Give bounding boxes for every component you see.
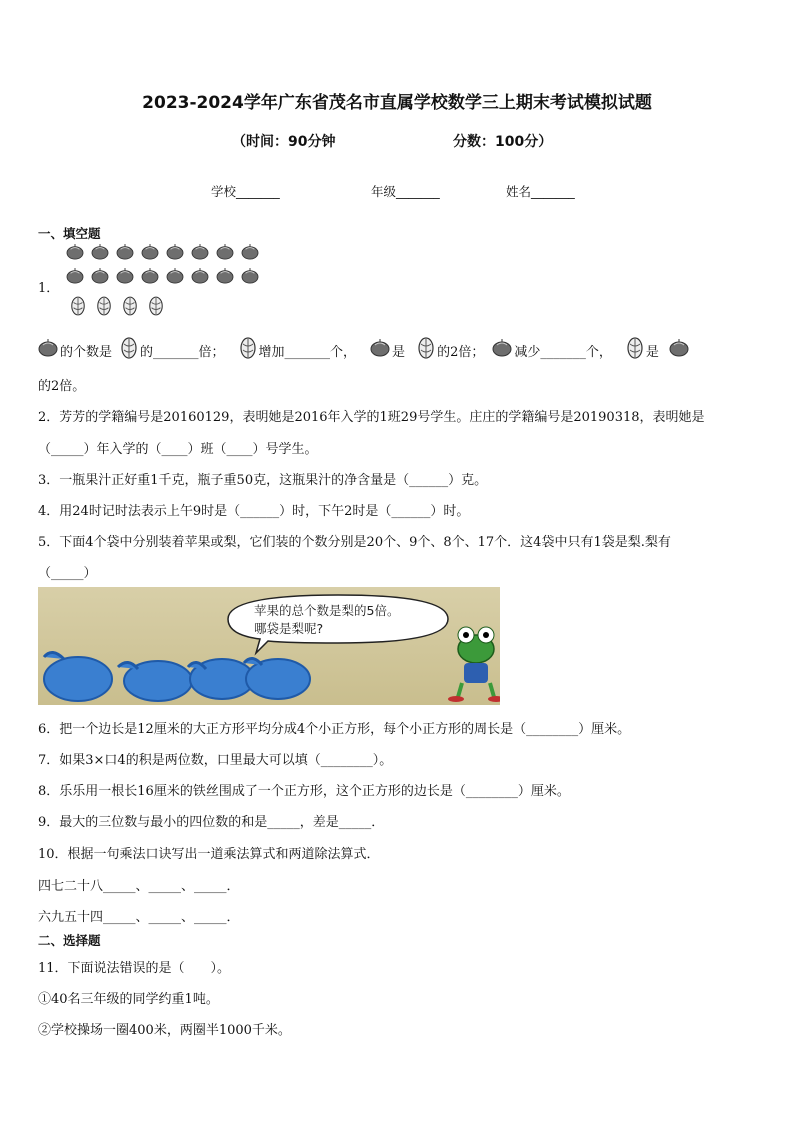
question-2-line-2: （_____）年入学的（____）班（____）号学生。 bbox=[38, 442, 318, 457]
question-8: 8．乐乐用一根长16厘米的铁丝围成了一个正方形，这个正方形的边长是（________）厘米。 bbox=[38, 784, 570, 799]
walnut-icon bbox=[626, 336, 644, 364]
speech-bubble-line-1: 苹果的总个数是梨的5倍。 bbox=[254, 603, 400, 618]
question-7: 7．如果3×口4的积是两位数，口里最大可以填（________）。 bbox=[38, 753, 393, 768]
question-number: 1． bbox=[38, 281, 60, 296]
question-11: 11．下面说法错误的是（ ）。 bbox=[38, 961, 231, 976]
question-10-a: 四七二十八_____、_____、_____． bbox=[38, 879, 240, 894]
garlic-icon bbox=[91, 268, 109, 288]
q1-text-c: 增加_______个， bbox=[258, 344, 357, 360]
garlic-icon bbox=[191, 244, 209, 264]
bags-picture bbox=[38, 587, 500, 705]
garlic-icon bbox=[216, 244, 234, 264]
question-5-line-1: 5．下面4个袋中分别装着苹果或梨，它们装的个数分别是20个、9个、8个、17个．这4袋中只有1袋是梨.梨有 bbox=[38, 535, 671, 550]
garlic-icon bbox=[669, 339, 689, 361]
question-5-line-2: （_____） bbox=[38, 566, 97, 581]
garlic-icon bbox=[216, 268, 234, 288]
q1-text-g: 是 bbox=[645, 344, 659, 360]
frog-icon bbox=[448, 627, 500, 702]
q1-text-d: 是 bbox=[392, 344, 406, 360]
q1-line bbox=[38, 336, 758, 364]
question-11-option-1: ①40名三年级的同学约重1吨。 bbox=[38, 992, 219, 1007]
walnut-icon bbox=[70, 294, 86, 322]
question-4: 4．用24时记时法表示上午9时是（______）时，下午2时是（______）时。 bbox=[38, 504, 470, 519]
garlic-icon bbox=[116, 244, 134, 264]
walnut-icon bbox=[120, 336, 138, 364]
garlic-icon bbox=[492, 339, 512, 361]
garlic-icon bbox=[38, 339, 58, 361]
question-2-line-1: 2．芳芳的学籍编号是20160129，表明她是2016年入学的1班29号学生。庄庄的学籍编号是20190318，表明她是 bbox=[38, 410, 705, 425]
garlic-icon bbox=[66, 268, 84, 288]
page-title: 2023-2024学年广东省茂名市直属学校数学三上期末考试模拟试题 bbox=[142, 93, 652, 113]
q1-text-a: 的个数是 bbox=[60, 344, 113, 360]
garlic-icon bbox=[66, 244, 84, 264]
garlic-icon bbox=[116, 268, 134, 288]
q1-tail: 的2倍。 bbox=[38, 379, 86, 394]
garlic-icon bbox=[166, 268, 184, 288]
garlic-icon bbox=[241, 268, 259, 288]
question-3: 3．一瓶果汁正好重1千克，瓶子重50克，这瓶果汁的净含量是（______）克。 bbox=[38, 473, 488, 488]
section-heading-choice: 二、选择题 bbox=[38, 933, 101, 948]
garlic-icon-group bbox=[66, 244, 259, 322]
bag-icon bbox=[118, 661, 192, 701]
walnut-icon bbox=[148, 294, 164, 322]
garlic-icon bbox=[166, 244, 184, 264]
walnut-icon bbox=[122, 294, 138, 322]
bag-icon bbox=[44, 652, 112, 701]
question-11-option-2: ②学校操场一圈400米，两圈半1000千米。 bbox=[38, 1023, 291, 1038]
walnut-icon bbox=[96, 294, 112, 322]
walnut-icon bbox=[417, 336, 435, 364]
exam-time: （时间：90分钟 bbox=[232, 134, 336, 150]
garlic-icon bbox=[191, 268, 209, 288]
school-field: 学校_______ bbox=[211, 184, 280, 199]
bag-icon bbox=[244, 658, 310, 699]
name-field: 姓名_______ bbox=[506, 184, 575, 199]
exam-score: 分数：100分） bbox=[453, 134, 553, 150]
garlic-icon bbox=[241, 244, 259, 264]
section-heading-fill-blank: 一、填空题 bbox=[38, 226, 101, 241]
garlic-icon bbox=[141, 268, 159, 288]
q1-text-f: 减少_______个， bbox=[514, 344, 612, 360]
q1-text-e: 的2倍； bbox=[437, 344, 485, 360]
question-10-b: 六九五十四_____、_____、_____． bbox=[38, 910, 240, 925]
bag-icon bbox=[188, 659, 254, 699]
garlic-icon bbox=[91, 244, 109, 264]
q1-text-b: 的_______倍； bbox=[140, 344, 225, 360]
question-6: 6．把一个边长是12厘米的大正方形平均分成4个小正方形，每个小正方形的周长是（________）厘米。 bbox=[38, 722, 631, 737]
question-9: 9．最大的三位数与最小的四位数的和是_____，差是_____． bbox=[38, 815, 385, 830]
garlic-icon bbox=[370, 339, 390, 361]
garlic-icon bbox=[141, 244, 159, 264]
grade-field: 年级_______ bbox=[371, 184, 440, 199]
speech-bubble-line-2: 哪袋是梨呢? bbox=[254, 621, 324, 636]
question-10: 10．根据一句乘法口诀写出一道乘法算式和两道除法算式． bbox=[38, 847, 380, 862]
walnut-icon bbox=[239, 336, 257, 364]
